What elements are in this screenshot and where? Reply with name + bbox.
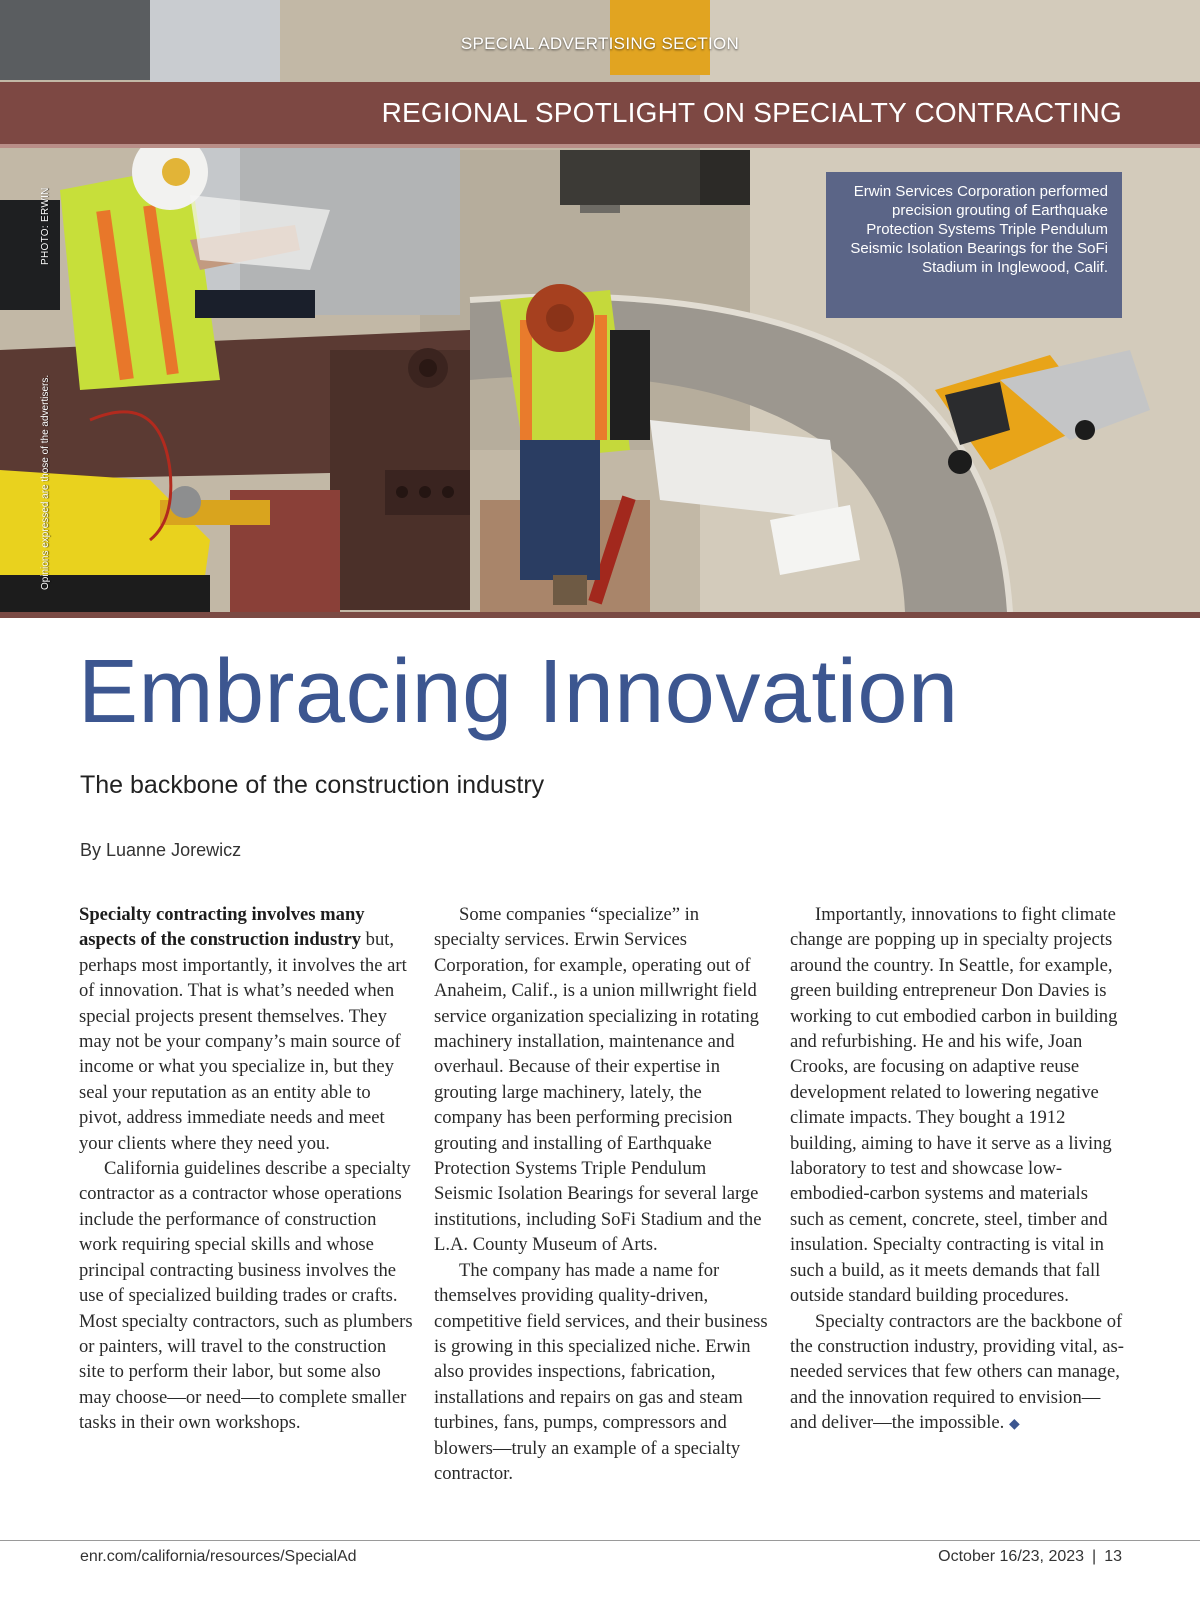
advertiser-disclaimer: Opinions expressed are those of the advertisers. [40, 374, 51, 590]
footer-issue-info [938, 1548, 1122, 1566]
column-2-paragraph-2: The company has made a name for themselves providing quality-driven, competitive field services, and their business is growing in this specialized niche. Erwin also provides inspections, fabrication, installations and repairs on gas and steam turbines, fans, pumps, compressors and blowers—truly an example of a specialty contractor. [434, 1259, 768, 1484]
footer-date: October 16/23, 2023 [938, 1548, 1085, 1565]
column-1-paragraph-1 [79, 902, 413, 1156]
article-column-2 [434, 902, 768, 1486]
footer-divider [0, 1540, 1200, 1541]
page-number: 13 [1104, 1548, 1122, 1565]
column-2-paragraph-1: Some companies “specialize” in specialty services. Erwin Services Corporation, for example, operating out of Anaheim, Calif., is a union millwright field service organization specializing in rotating machinery installation, maintenance and overhaul. Because of their expertise in grouting large machinery, lately, the company has been performing precision grouting and installing of Earthquake Protection Systems Triple Pendulum Seismic Isolation Bearings for several large institutions, including SoFi Stadium and the L.A. County Museum of Arts. [434, 904, 762, 1256]
article-column-1 [79, 902, 413, 1436]
footer-separator: | [1092, 1548, 1097, 1565]
photo-caption-box [826, 172, 1122, 318]
hero-divider [0, 612, 1200, 618]
hero-photo [0, 0, 1200, 612]
column-1-paragraph-1-body: but, perhaps most importantly, it involves the art of innovation. That is what’s needed when special projects present themselves. They may not be your company’s main source of income or what you specialize in, but they seal your reputation as an entity able to pivot, address immediate needs and meet your clients where they need you. [79, 929, 407, 1154]
spotlight-banner [0, 82, 1200, 148]
column-1-paragraph-2: California guidelines describe a specialty contractor as a contractor whose operations include the performance of construction work requiring special skills and whose principal contracting business involves the use of specialized building trades or crafts. Most specialty contractors, such as plumbers or painters, will travel to the construction site to perform their labor, but some also may choose—or need—to complete smaller tasks in their own workshops. [79, 1158, 413, 1434]
end-mark-diamond-icon: ◆ [1008, 1417, 1020, 1433]
column-3-paragraph-1: Importantly, innovations to fight climate change are popping up in specialty projects around the country. In Seattle, for example, green building entrepreneur Don Davies is working to cut embodied carbon in building and refurbishing. He and his wife, Joan Crooks, are focusing on adaptive reuse development related to lowering negative climate impacts. They bought a 1912 building, aiming to have it serve as a living laboratory to test and showcase low-embodied-carbon systems and materials such as cement, concrete, steel, timber and insulation. Specialty contracting is vital in such a build, as it meets demands that fall outside standard building procedures. [790, 904, 1118, 1307]
photo-caption: Erwin Services Corporation performed precision grouting of Earthquake Protection Systems Triple Pendulum Seismic Isolation Bearings for the SoFi Stadium in Inglewood, Calif. [850, 183, 1108, 276]
article-column-3 [790, 902, 1124, 1438]
spotlight-banner-title: REGIONAL SPOTLIGHT ON SPECIALTY CONTRACTING [381, 97, 1122, 128]
special-advertising-label: SPECIAL ADVERTISING SECTION [460, 34, 740, 53]
column-3-paragraph-2 [790, 1309, 1124, 1438]
article-byline: By Luanne Jorewicz [80, 840, 242, 860]
photo-credit: PHOTO: ERWIN [40, 187, 51, 265]
footer-url[interactable]: enr.com/california/resources/SpecialAd [80, 1548, 357, 1565]
column-3-paragraph-2-body: Specialty contractors are the backbone of the construction industry, providing vital, as-needed services that few others can manage, and the innovation required to envision—and deliver—the impossible. [790, 1310, 1124, 1434]
lead-in-text: Specialty contracting involves many aspects of the construction industry [79, 904, 365, 951]
article-subtitle: The backbone of the construction industry [80, 771, 545, 799]
article-title: Embracing Innovation [78, 642, 959, 742]
